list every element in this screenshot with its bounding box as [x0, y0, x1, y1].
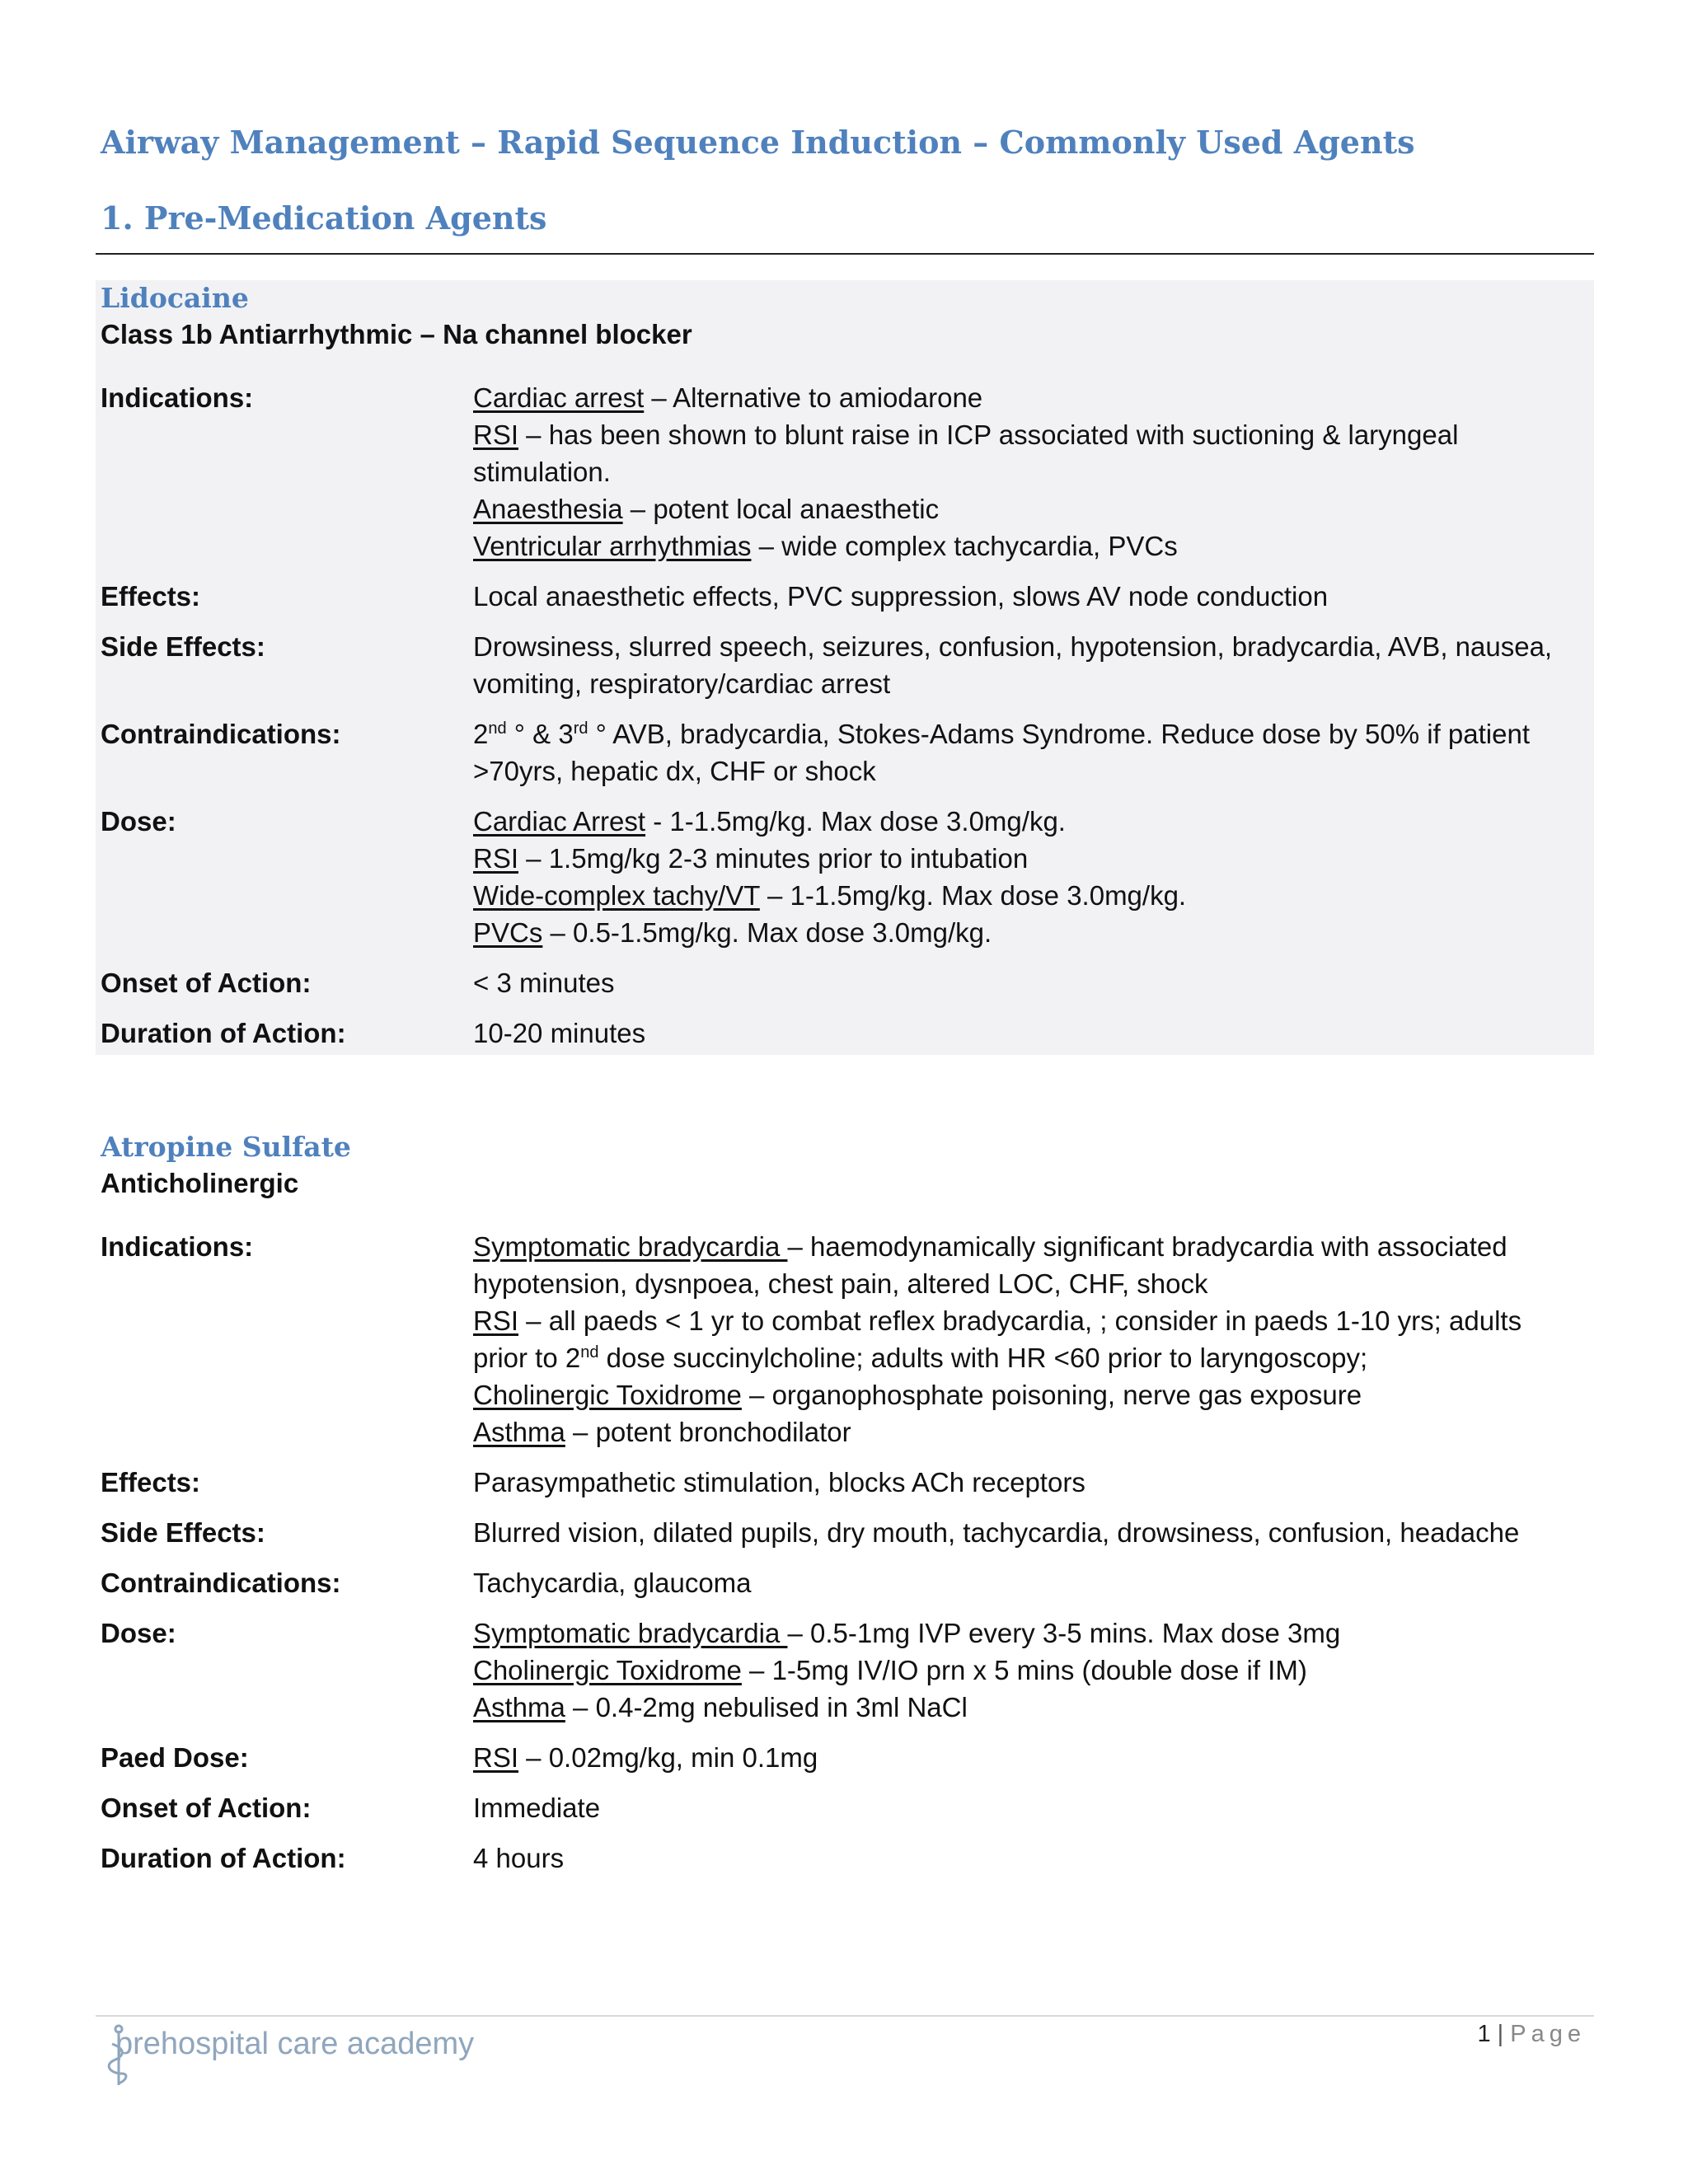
duration-value: 10-20 minutes [473, 1018, 646, 1048]
drug-name: Lidocaine [101, 282, 249, 314]
field-label: Paed Dose: [101, 1742, 249, 1773]
section-heading: 1. Pre-Medication Agents [101, 199, 547, 237]
dose-text: – 0.02mg/kg, min 0.1mg [518, 1742, 818, 1773]
field-label: Duration of Action: [101, 1843, 346, 1873]
dose-term: RSI [473, 843, 519, 874]
dose-item [473, 914, 1569, 951]
indication-item [473, 490, 1569, 527]
indication-text: dose succinylcholine; adults with HR <60 prior to laryngoscopy; [598, 1343, 1368, 1373]
page-word: Page [1510, 2021, 1586, 2047]
field-label: Dose: [101, 1618, 176, 1648]
dose-term: RSI [473, 1742, 519, 1773]
indication-item [473, 1228, 1569, 1302]
indication-text: – has been shown to blunt raise in ICP associated with suctioning & laryngeal stimulation. [473, 419, 1459, 487]
field-label: Dose: [101, 806, 176, 837]
footer-divider [96, 2015, 1594, 2017]
text-part: 2 [473, 719, 489, 749]
indication-term: Anaesthesia [473, 494, 623, 524]
drug-class: Anticholinergic [101, 1168, 299, 1198]
indication-text: – Alternative to amiodarone [644, 382, 983, 413]
indication-item [473, 1376, 1569, 1413]
indication-item [473, 1302, 1569, 1376]
superscript: nd [488, 719, 507, 738]
dose-term: Wide-complex tachy/VT [473, 880, 760, 911]
dose-item [473, 877, 1569, 914]
indication-text: – haemodynamically significant bradycardia with associated hypotension, dysnpoea, chest pain, altered LOC, CHF, shock [473, 1231, 1507, 1299]
academy-logo [101, 2019, 595, 2093]
dose-term: Symptomatic bradycardia [473, 1618, 788, 1648]
drug-class: Class 1b Antiarrhythmic – Na channel blocker [101, 319, 692, 349]
dose-item [473, 1689, 1569, 1726]
contraindications-row [96, 1564, 1594, 1601]
dose-item [473, 803, 1569, 840]
field-label: Indications: [101, 382, 254, 413]
indication-item [473, 527, 1569, 565]
document-page [96, 0, 1594, 2184]
effects-value: Local anaesthetic effects, PVC suppression, slows AV node conduction [473, 581, 1329, 612]
superscript: nd [580, 1343, 599, 1361]
indication-item [473, 1413, 1569, 1451]
field-label: Effects: [101, 581, 201, 612]
dose-item [473, 1652, 1569, 1689]
section-divider [96, 253, 1594, 255]
superscript: rd [573, 719, 588, 738]
indication-text: – all paeds < 1 yr to combat reflex bradycardia, ; consider in paeds 1-10 yrs; adults prior to 2 [473, 1305, 1522, 1373]
indication-item [473, 416, 1569, 490]
drug-card-atropine [96, 1129, 1594, 1877]
side-effects-row [96, 1514, 1594, 1551]
indications-value [473, 1228, 1594, 1451]
dose-item [473, 840, 1569, 877]
indication-text: – organophosphate poisoning, nerve gas exposure [741, 1380, 1362, 1410]
indication-item [473, 379, 1569, 416]
dose-row [96, 803, 1594, 951]
drug-name: Atropine Sulfate [101, 1131, 351, 1163]
duration-row [96, 1015, 1594, 1052]
contraindications-row [96, 715, 1594, 790]
dose-term: Asthma [473, 1692, 565, 1722]
onset-value: Immediate [473, 1793, 601, 1823]
drug-card-lidocaine [96, 280, 1594, 1055]
field-label: Indications: [101, 1231, 254, 1262]
dose-value [473, 803, 1594, 951]
text-part: ° & 3 [506, 719, 574, 749]
field-label: Side Effects: [101, 1517, 265, 1548]
indication-term: Symptomatic bradycardia [473, 1231, 788, 1262]
field-label: Contraindications: [101, 719, 341, 749]
text-part: ° AVB, bradycardia, Stokes-Adams Syndrome. Reduce dose by 50% if patient >70yrs, hepatic dx, CHF or shock [473, 719, 1530, 786]
indication-text: – potent bronchodilator [565, 1417, 851, 1447]
dose-term: PVCs [473, 917, 543, 948]
indication-text: – potent local anaesthetic [622, 494, 940, 524]
indications-row [96, 379, 1594, 565]
dose-item [473, 1615, 1569, 1652]
dose-term: Cardiac Arrest [473, 806, 646, 837]
contraindications-value: Tachycardia, glaucoma [473, 1568, 752, 1598]
document-title: Airway Management – Rapid Sequence Induction – Commonly Used Agents [101, 124, 1415, 161]
dose-text: - 1-1.5mg/kg. Max dose 3.0mg/kg. [645, 806, 1066, 837]
field-label: Side Effects: [101, 631, 265, 662]
effects-value: Parasympathetic stimulation, blocks ACh receptors [473, 1467, 1085, 1497]
dose-text: – 0.5-1.5mg/kg. Max dose 3.0mg/kg. [542, 917, 992, 948]
dose-text: – 1-5mg IV/IO prn x 5 mins (double dose if IM) [741, 1655, 1307, 1685]
effects-row [96, 578, 1594, 615]
indication-text: – wide complex tachycardia, PVCs [751, 531, 1178, 561]
dose-text: – 0.4-2mg nebulised in 3ml NaCl [565, 1692, 968, 1722]
paed-dose-row [96, 1739, 1594, 1776]
contraindications-value [473, 715, 1594, 790]
dose-text: – 1-1.5mg/kg. Max dose 3.0mg/kg. [759, 880, 1187, 911]
onset-value: < 3 minutes [473, 968, 615, 998]
side-effects-value: Drowsiness, slurred speech, seizures, confusion, hypotension, bradycardia, AVB, nausea, vomiting, respiratory/cardiac arrest [473, 631, 1553, 699]
logo-text: prehospital care academy [115, 2027, 475, 2061]
duration-value: 4 hours [473, 1843, 565, 1873]
indication-term: RSI [473, 1305, 519, 1336]
field-label: Duration of Action: [101, 1018, 346, 1048]
page-number [1477, 2021, 1586, 2048]
dose-text: – 0.5-1mg IVP every 3-5 mins. Max dose 3mg [787, 1618, 1341, 1648]
onset-row [96, 964, 1594, 1001]
indication-term: Cardiac arrest [473, 382, 645, 413]
duration-row [96, 1840, 1594, 1877]
indications-value [473, 379, 1594, 565]
field-label: Contraindications: [101, 1568, 341, 1598]
indication-term: Ventricular arrhythmias [473, 531, 752, 561]
page-number-value: 1 [1477, 2021, 1491, 2047]
side-effects-value: Blurred vision, dilated pupils, dry mouth, tachycardia, drowsiness, confusion, headache [473, 1517, 1520, 1548]
dose-text: – 1.5mg/kg 2-3 minutes prior to intubation [518, 843, 1029, 874]
indication-term: Asthma [473, 1417, 565, 1447]
field-label: Onset of Action: [101, 1793, 312, 1823]
field-label: Effects: [101, 1467, 201, 1497]
field-label: Onset of Action: [101, 968, 312, 998]
page-separator: | [1497, 2021, 1504, 2047]
indication-term: RSI [473, 419, 519, 450]
effects-row [96, 1464, 1594, 1501]
dose-row [96, 1615, 1594, 1726]
dose-term: Cholinergic Toxidrome [473, 1655, 742, 1685]
indications-row [96, 1228, 1594, 1451]
dose-value [473, 1615, 1594, 1726]
indication-term: Cholinergic Toxidrome [473, 1380, 742, 1410]
onset-row [96, 1789, 1594, 1826]
side-effects-row [96, 628, 1594, 702]
paed-dose-value [473, 1739, 1594, 1776]
